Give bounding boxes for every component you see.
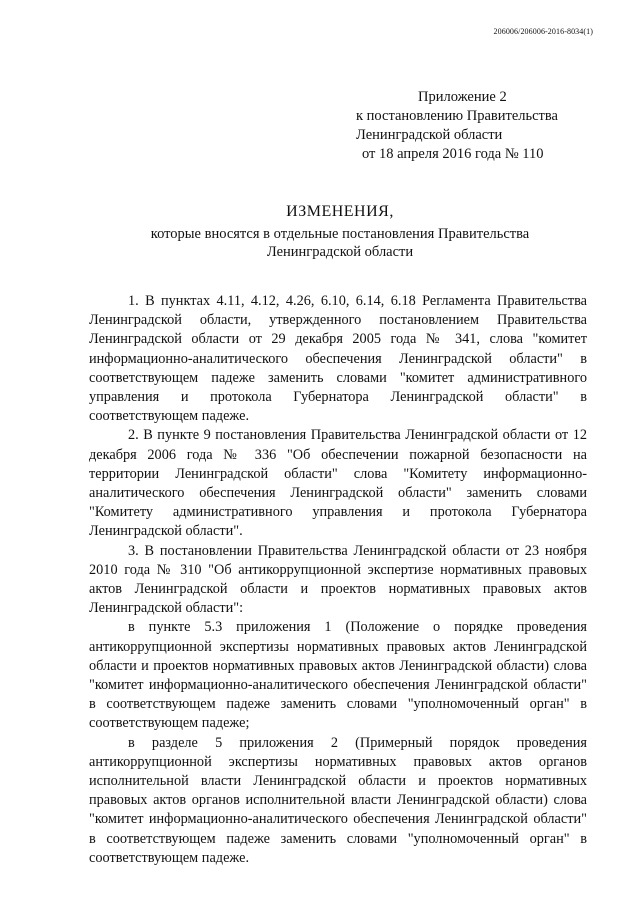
document-subtitle-line-2: Ленинградской области <box>266 244 414 260</box>
paragraph-1: 1. В пунктах 4.11, 4.12, 4.26, 6.10, 6.14, 6.18 Регламента Правительства Ленинградской области, утвержденного постановлением Правительства Ленинградской области от 29 декабря 2005 года № 341, слова "комитет информационно-аналитического обеспечения Ленинградской области" в соответствующем падеже заменить словами "комитет административного управления и протокола Губернатора Ленинградской области" в соответствующем падеже. <box>89 293 587 425</box>
heading-block <box>90 203 590 261</box>
appendix-title: Приложение 2 <box>418 89 507 105</box>
paragraph-3: 3. В постановлении Правительства Ленинградской области от 23 ноября 2010 года № 310 "Об антикоррупционной экспертизе нормативных правовых актов Ленинградской области и проектов нормативных правовых актов Ленинградской области": <box>89 542 587 617</box>
appendix-block <box>356 88 606 164</box>
appendix-line-1: к постановлению Правительства <box>356 108 558 124</box>
appendix-line-2: Ленинградской области <box>356 127 503 143</box>
paragraph-2: 2. В пункте 9 постановления Правительства Ленинградской области от 12 декабря 2006 года № 336 "Об обеспечении пожарной безопасности на территории Ленинградской области" слова "Комитету информационно-аналитического обеспечения Ленинградской области" заменить словами "Комитету административного управления и протокола Губернатора Ленинградской области". <box>89 427 587 540</box>
paragraph-3-item-1: в пункте 5.3 приложения 1 (Положение о порядке проведения антикоррупционной экспертизы нормативных правовых актов Ленинградской области и проектов нормативных правовых актов Ленинградской области) слова "комитет информационно-аналитического обеспечения Ленинградской области" в соответствующем падеже заменить словами "уполномоченный орган" в соответствующем падеже; <box>89 619 587 732</box>
appendix-date: от 18 апреля 2016 года № 110 <box>362 146 544 162</box>
document-code: 206006/206006-2016-8034(1) <box>493 27 593 36</box>
document-title: ИЗМЕНЕНИЯ, <box>286 203 394 220</box>
document-body <box>89 292 587 868</box>
document-subtitle-line-1: которые вносятся в отдельные постановления Правительства <box>150 226 530 242</box>
paragraph-3-item-2: в разделе 5 приложения 2 (Примерный порядок проведения антикоррупционной экспертизы нормативных правовых актов органов исполнительной власти Ленинградской области и проектов нормативных правовых актов органов исполнительной власти Ленинградской области) слова "комитет информационно-аналитического обеспечения Ленинградской области" в соответствующем падеже заменить словами "уполномоченный орган" в соответствующем падеже. <box>89 734 587 866</box>
